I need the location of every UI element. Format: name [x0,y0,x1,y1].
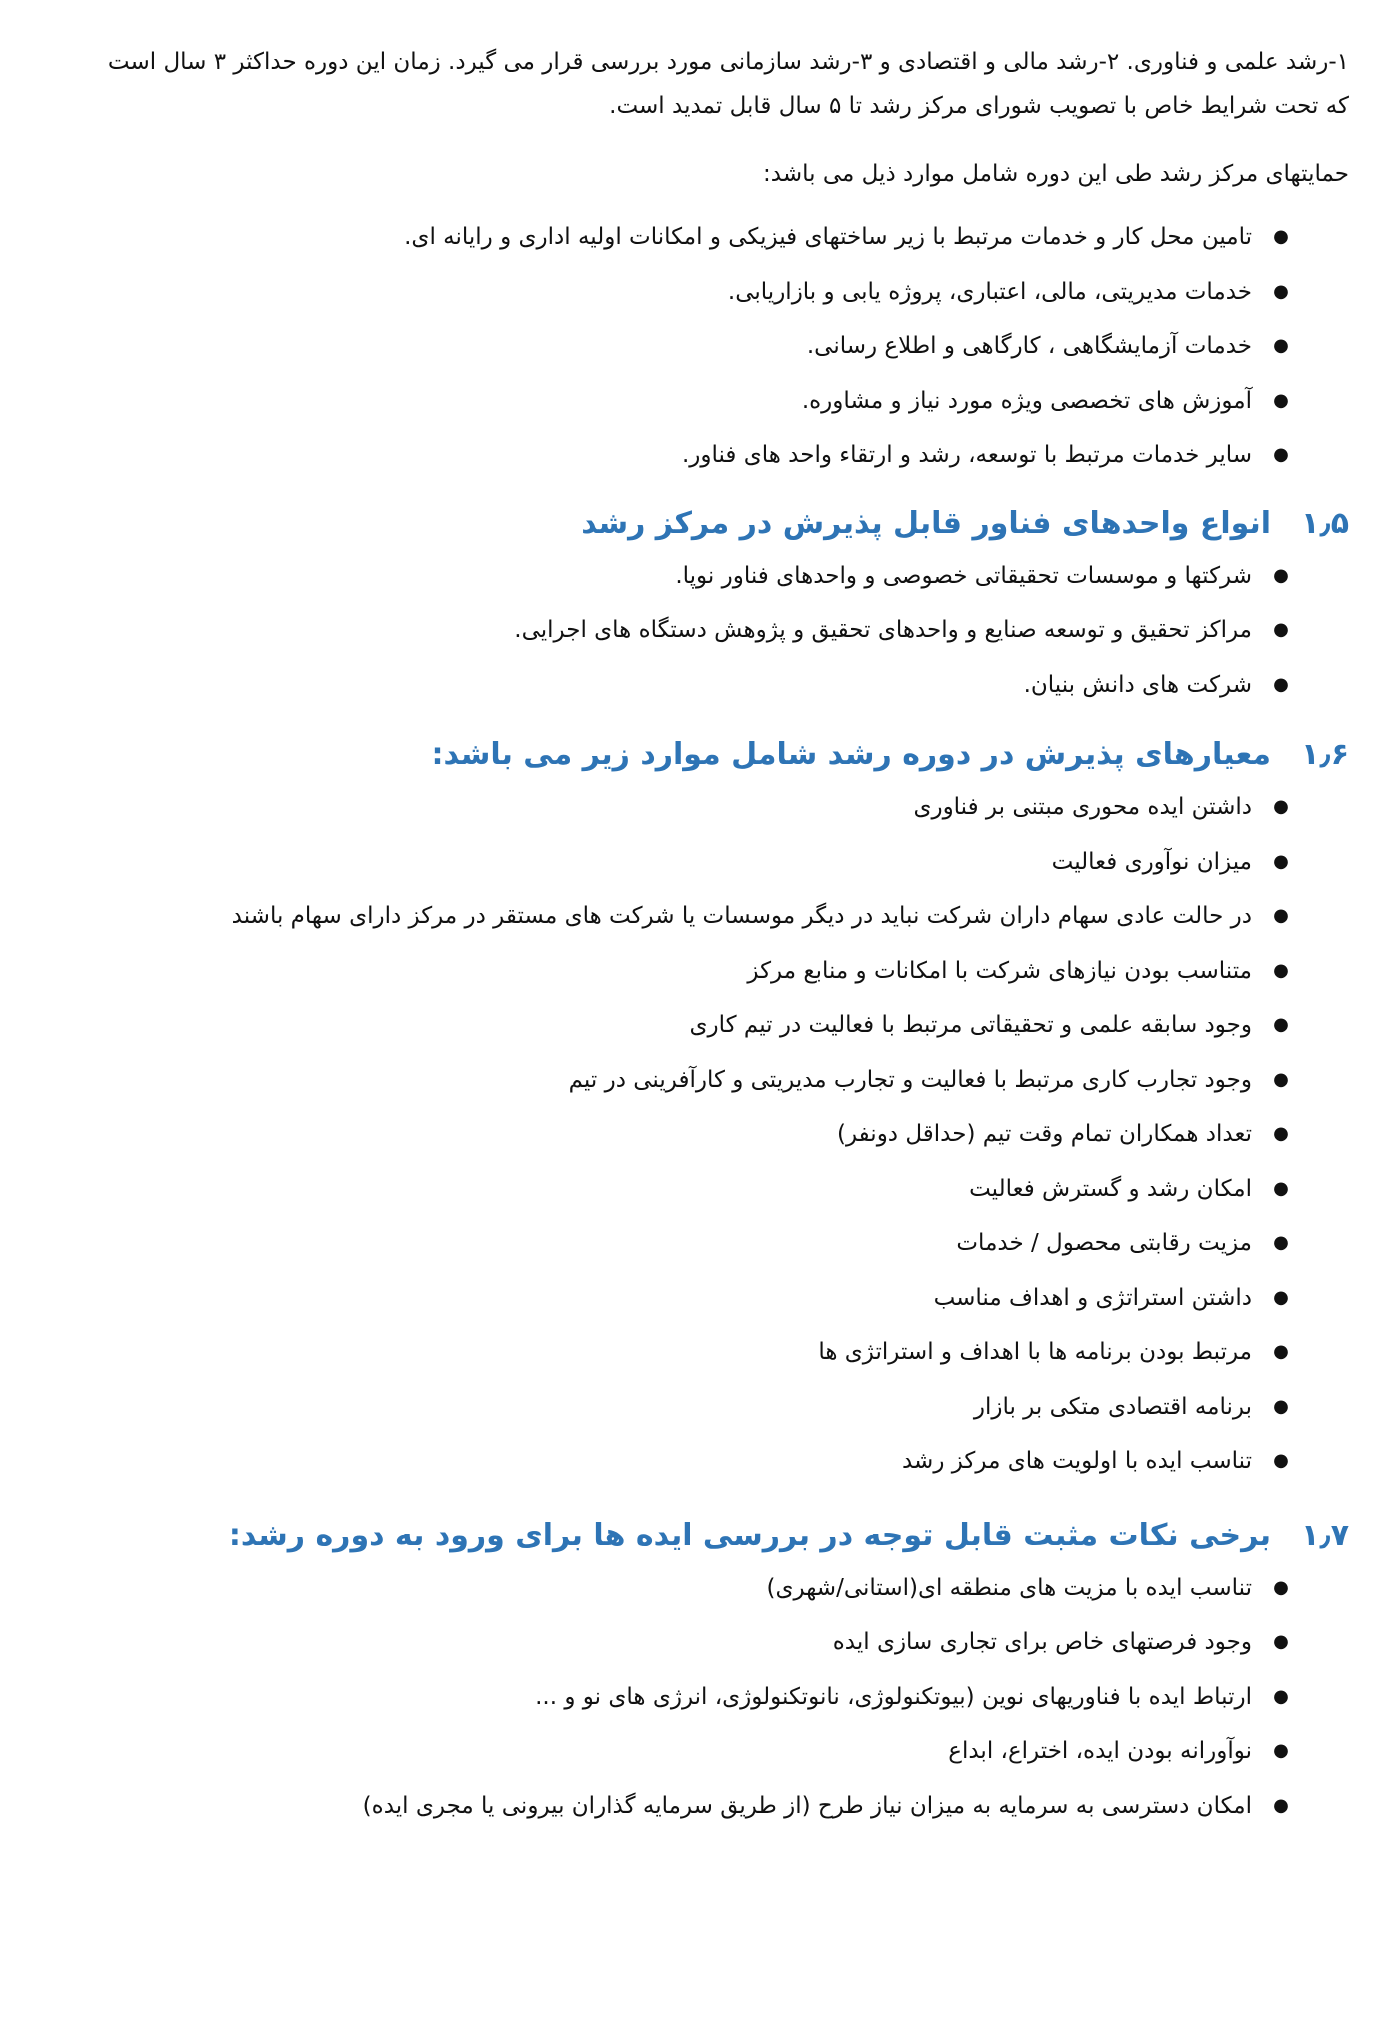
section-colon: : [228,1517,241,1553]
list-item [52,780,1349,835]
bullet-icon: ● [1273,1740,1289,1761]
bullet-icon: ● [1273,564,1289,586]
list-item-text: برنامه اقتصادی متکی بر بازار [973,1393,1252,1420]
list-item [52,428,1349,483]
list-item-text: ارتباط ایده با فناوریهای نوین (بیوتکنولوژی، نانوتکنولوژی، انرژی های نو و ... [535,1683,1252,1710]
bullet-icon: ● [1273,796,1289,817]
intro-paragraph [52,40,1349,128]
section-1-5-list [52,549,1349,713]
bullet-icon: ● [1273,1631,1289,1652]
bullet-icon: ● [1273,444,1289,465]
list-item-text: تناسب ایده با مزیت های منطقه ای(استانی/شهری) [766,1574,1252,1601]
bullet-icon: ● [1273,335,1289,356]
list-item-text: نوآورانه بودن ایده، اختراع، ابداع [948,1738,1252,1764]
intro-line-2: که تحت شرایط خاص با تصویب شورای مرکز رشد تا ۵ سال قابل تمدید است. [609,93,1349,119]
list-item-text: داشتن ایده محوری مبتنی بر فناوری [913,794,1252,820]
section-heading-1-6 [52,730,1349,780]
bullet-icon: ● [1273,1014,1289,1035]
bullet-icon: ● [1273,1286,1289,1308]
list-item [52,319,1349,374]
list-item [52,1434,1349,1489]
list-item [52,1779,1349,1834]
list-item [52,1162,1349,1217]
bullet-icon: ● [1273,1450,1289,1471]
section-number: ۱٫۵ [1301,505,1349,541]
bullet-icon: ● [1273,1341,1289,1362]
list-item [52,1271,1349,1326]
list-item-text: خدمات آزمایشگاهی ، کارگاهی و اطلاع رسانی. [806,333,1252,359]
list-item-text: داشتن استراتژی و اهداف مناسب [933,1284,1252,1311]
list-item [52,1380,1349,1435]
bullet-icon: ● [1273,959,1289,981]
section-number: ۱٫۶ [1301,737,1349,772]
list-item [52,603,1349,658]
list-item-text: مراکز تحقیق و توسعه صنایع و واحدهای تحقیق و پژوهش دستگاه های اجرایی. [514,617,1252,643]
list-item [52,374,1349,429]
list-item-text: وجود تجارب کاری مرتبط با فعالیت و تجارب مدیریتی و کارآفرینی در تیم [568,1066,1252,1093]
list-item [52,1615,1349,1670]
list-item-text: مرتبط بودن برنامه ها با اهداف و استراتژی ها [818,1339,1252,1365]
support-list [52,210,1349,483]
list-item-text: تعداد همکاران تمام وقت تیم (حداقل دونفر) [837,1121,1252,1147]
list-item-text: شرکت های دانش بنیان. [1023,671,1252,698]
document-page [52,40,1349,1833]
bullet-icon: ● [1273,389,1289,411]
bullet-icon: ● [1273,619,1289,640]
list-item-text: تامین محل کار و خدمات مرتبط با زیر ساختهای فیزیکی و امکانات اولیه اداری و رایانه ای. [404,224,1252,250]
list-item-text: وجود سابقه علمی و تحقیقاتی مرتبط با فعالیت در تیم کاری [689,1012,1252,1038]
bullet-icon: ● [1273,673,1289,695]
list-item-text: شرکتها و موسسات تحقیقاتی خصوصی و واحدهای فناور نوپا. [675,562,1252,589]
section-colon: : [431,737,444,772]
list-item [52,998,1349,1053]
list-item-text: امکان رشد و گسترش فعالیت [969,1175,1252,1202]
list-item-text: سایر خدمات مرتبط با توسعه، رشد و ارتقاء واحد های فناور. [681,442,1252,468]
list-item [52,210,1349,265]
list-item [52,1053,1349,1108]
support-lead-text: حمایتهای مرکز رشد طی این دوره شامل موارد ذیل می باشد: [763,161,1349,187]
bullet-icon: ● [1273,1395,1289,1417]
list-item [52,835,1349,890]
section-title: معیارهای پذیرش در دوره رشد شامل موارد زیر می باشد [443,737,1271,772]
list-item [52,944,1349,999]
bullet-icon: ● [1273,850,1289,872]
list-item-text: مزیت رقابتی محصول / خدمات [956,1230,1252,1256]
bullet-icon: ● [1273,1177,1289,1199]
section-title: برخی نکات مثبت قابل توجه در بررسی ایده ها برای ورود به دوره رشد [240,1517,1271,1553]
list-item [52,1107,1349,1162]
list-item-text: متناسب بودن نیازهای شرکت با امکانات و منابع مرکز [747,957,1252,984]
section-1-6-list [52,780,1349,1489]
list-item-text: خدمات مدیریتی، مالی، اعتباری، پروژه یابی و بازاریابی. [727,278,1252,305]
list-item-text: میزان نوآوری فعالیت [1051,848,1252,875]
section-heading-1-7 [52,1511,1349,1561]
list-item [52,1724,1349,1779]
section-title: انواع واحدهای فناور قابل پذیرش در مرکز رشد [581,505,1271,541]
bullet-icon: ● [1273,1576,1289,1598]
bullet-icon: ● [1273,1794,1289,1816]
bullet-icon: ● [1273,280,1289,302]
bullet-icon: ● [1273,1068,1289,1090]
list-item [52,1216,1349,1271]
list-item-text: آموزش های تخصصی ویژه مورد نیاز و مشاوره. [801,387,1252,414]
bullet-icon: ● [1273,1685,1289,1707]
list-item-text: تناسب ایده با اولویت های مرکز رشد [901,1448,1252,1474]
list-item [52,658,1349,713]
section-number: ۱٫۷ [1301,1517,1349,1553]
list-item-text: وجود فرصتهای خاص برای تجاری سازی ایده [832,1629,1252,1655]
list-item [52,889,1349,944]
bullet-icon: ● [1273,1123,1289,1144]
list-item [52,1561,1349,1616]
intro-line-1: ۱-رشد علمی و فناوری. ۲-رشد مالی و اقتصادی و ۳-رشد سازمانی مورد بررسی قرار می گیرد. زمان این دوره حداکثر ۳ سال است [107,49,1349,75]
list-item [52,549,1349,604]
bullet-icon: ● [1273,905,1289,926]
bullet-icon: ● [1273,226,1289,247]
bullet-icon: ● [1273,1232,1289,1253]
list-item [52,1325,1349,1380]
list-item-text: در حالت عادی سهام داران شرکت نباید در دیگر موسسات یا شرکت های مستقر در مرکز دارای سهام باشند [231,903,1252,929]
section-1-7-list [52,1561,1349,1834]
list-item [52,1670,1349,1725]
list-item-text: امکان دسترسی به سرمایه به میزان نیاز طرح (از طریق سرمایه گذاران بیرونی یا مجری ایده) [362,1792,1252,1819]
list-item [52,265,1349,320]
section-heading-1-5 [52,499,1349,549]
